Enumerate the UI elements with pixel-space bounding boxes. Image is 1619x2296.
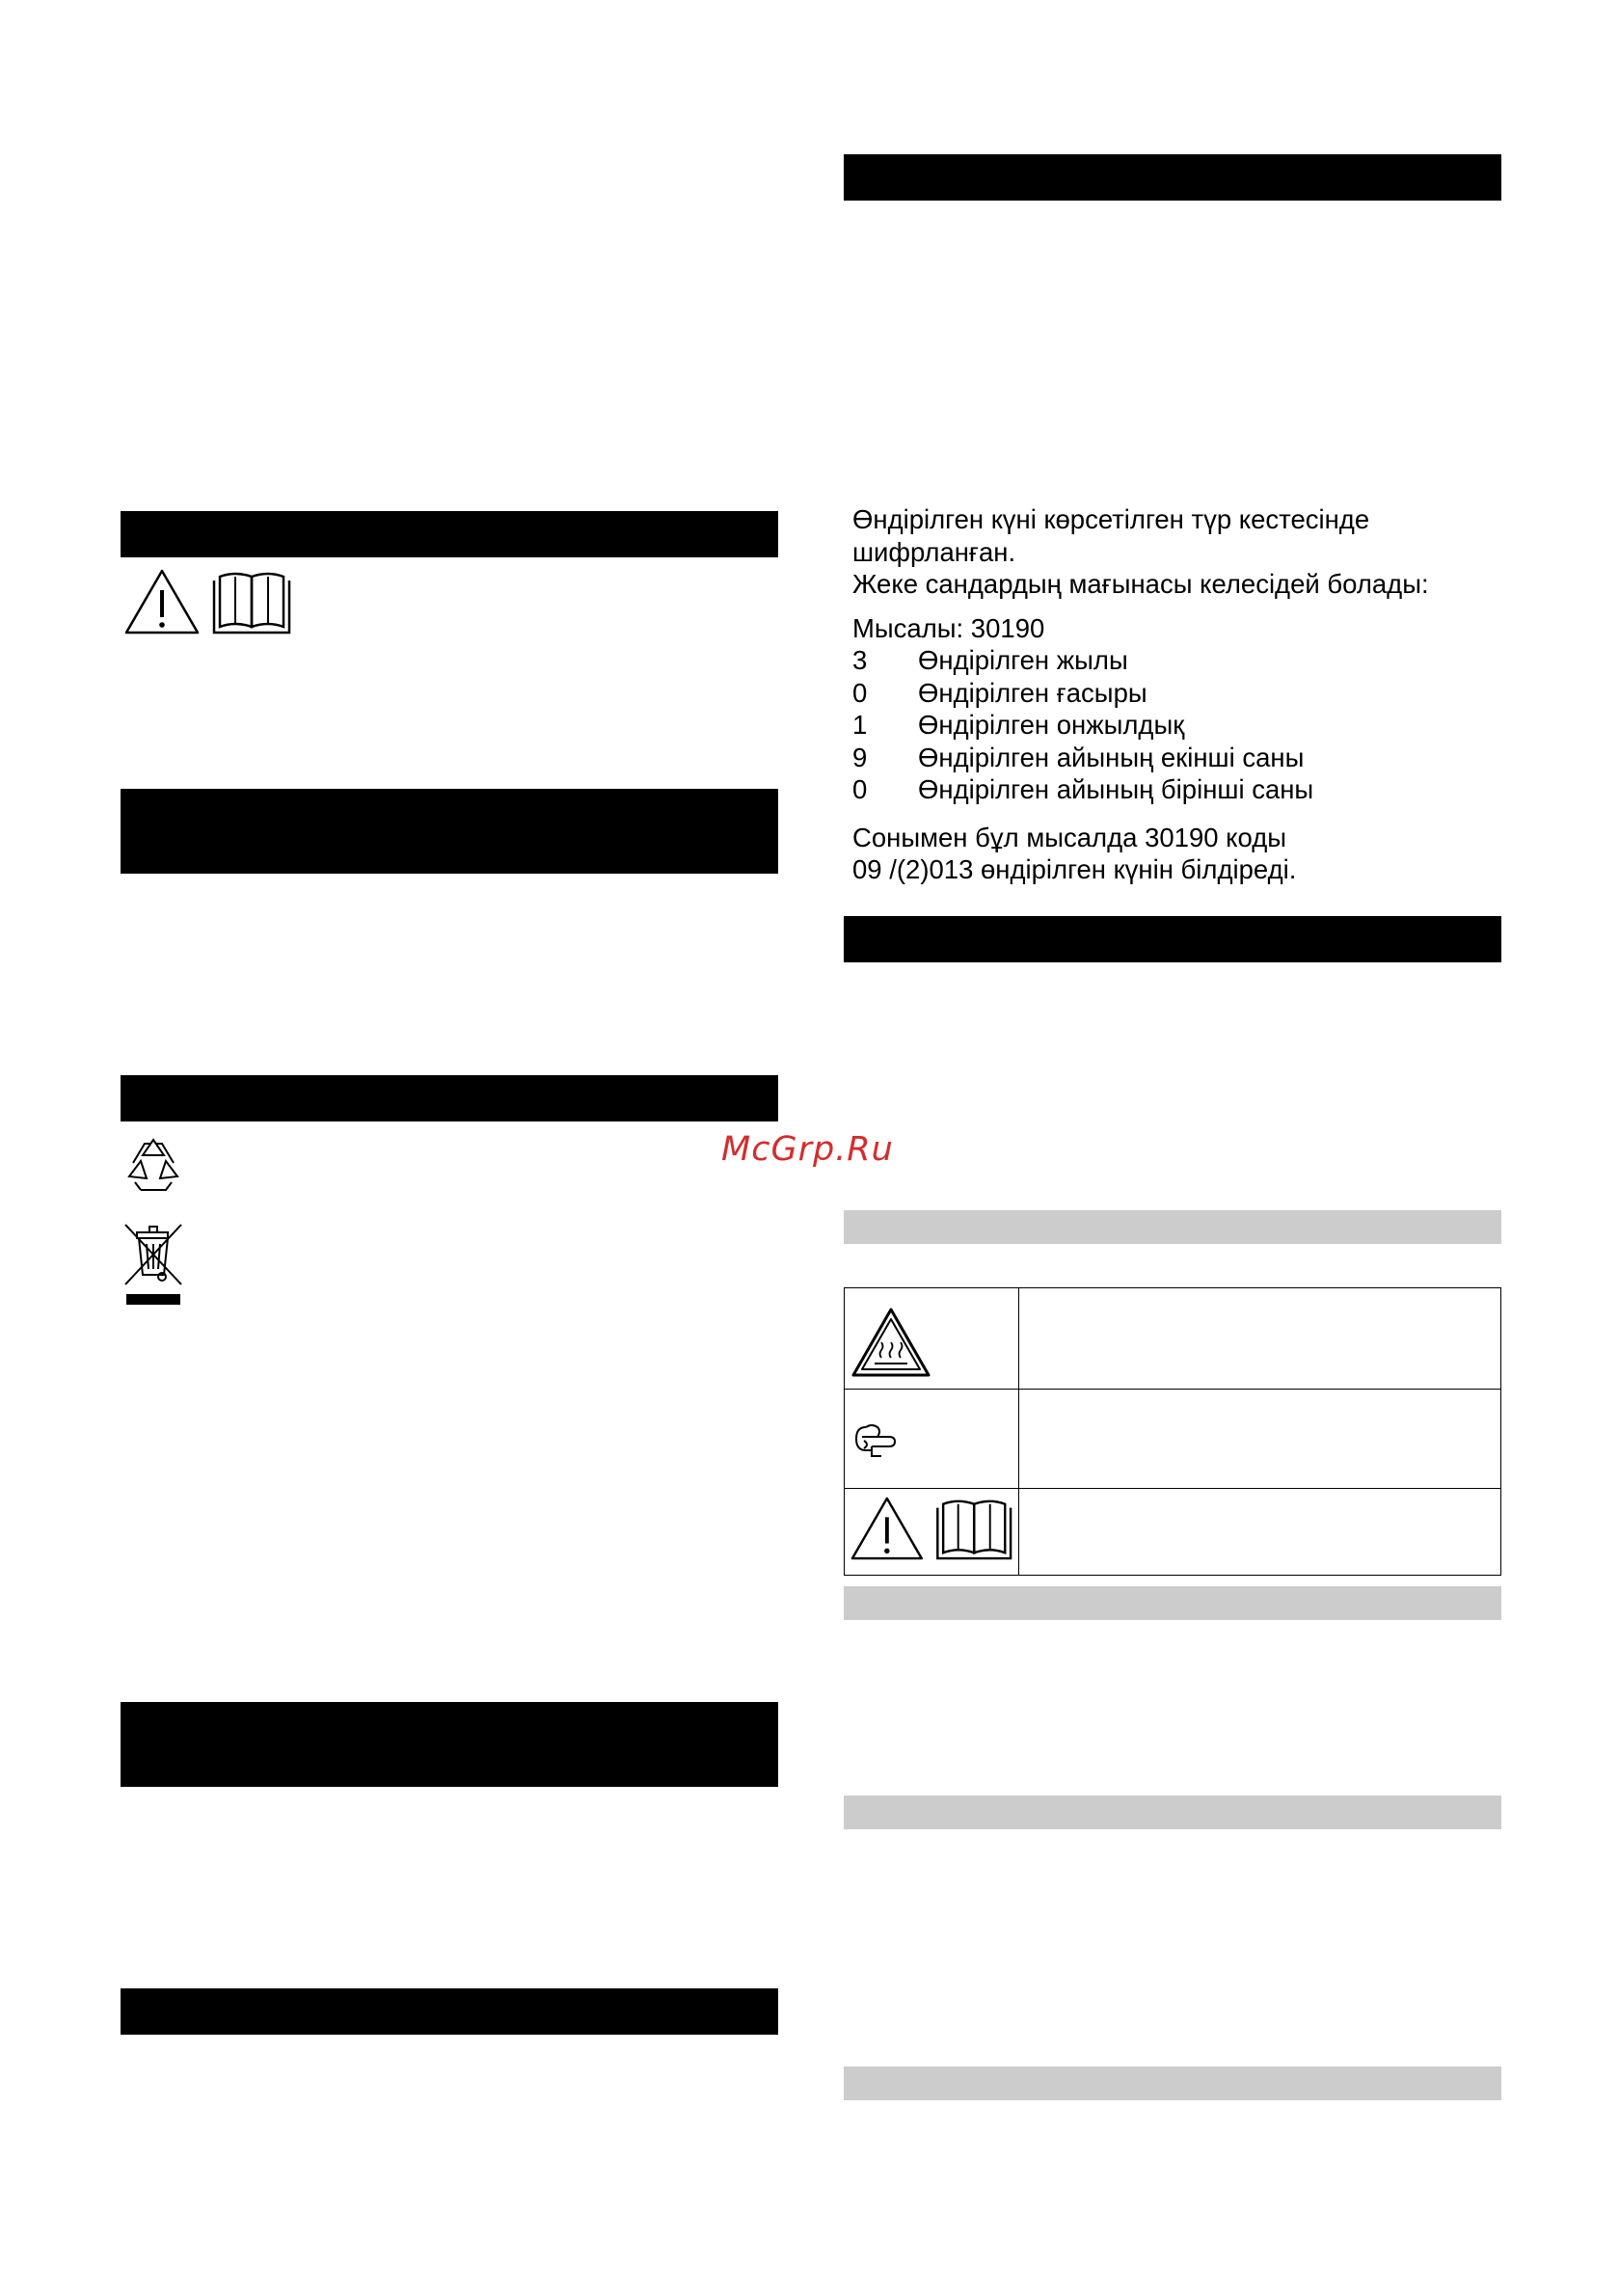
code-digit: 0 [852, 677, 868, 708]
example-label: Мысалы: 30190 [852, 612, 1045, 643]
left-section-header-2 [121, 789, 778, 874]
hot-surface-warning-icon [850, 1306, 932, 1384]
code-row [852, 677, 1508, 710]
conclusion-line-1: Сонымен бұл мысалда 30190 коды [852, 822, 1287, 852]
left-section-header-1 [121, 511, 778, 557]
watermark: McGrp.Ru [721, 1130, 894, 1169]
left-section-header-4 [121, 1702, 778, 1787]
conclusion-line-2: 09 /(2)013 өндірілген күнін білдіреді. [852, 854, 1297, 884]
right-subheader-4 [844, 2066, 1501, 2100]
warning-manual-icon [850, 1494, 1013, 1568]
steam-hand-icon [852, 1419, 901, 1469]
code-digit: 3 [852, 645, 868, 675]
warning-manual-icon [123, 567, 292, 641]
crossed-out-wheelie-bin-icon [123, 1223, 183, 1314]
left-section-header-3 [121, 1075, 778, 1121]
code-row [852, 644, 1508, 677]
code-meaning: Өндірілген айының екінші саны [918, 742, 1305, 772]
left-section-header-5 [121, 1988, 778, 2035]
symbols-table [844, 1287, 1501, 1576]
manufacture-date-description [852, 503, 1508, 886]
code-row [852, 773, 1508, 806]
code-meaning: Өндірілген айының бірінші саны [918, 774, 1314, 804]
code-meaning: Өндірілген жылы [918, 645, 1128, 675]
code-row [852, 709, 1508, 742]
warning-triangle-icon [852, 1499, 922, 1558]
code-meaning: Өндірілген онжылдық [918, 710, 1185, 740]
code-digit: 9 [852, 742, 868, 772]
code-digit: 1 [852, 710, 868, 740]
right-section-header-1 [844, 154, 1501, 201]
right-subheader-3 [844, 1796, 1501, 1829]
recycle-icon [121, 1136, 185, 1201]
right-subheader-2 [844, 1586, 1501, 1620]
manual-book-icon [937, 1501, 1011, 1558]
code-digit: 0 [852, 774, 868, 804]
intro-line-2: шифрланған. [852, 536, 1016, 567]
code-meaning: Өндірілген ғасыры [918, 677, 1147, 708]
right-section-header-2 [844, 916, 1501, 962]
manual-book-icon [214, 574, 289, 633]
code-row [852, 742, 1508, 774]
intro-line-1: Өндірілген күні көрсетілген түр кестесінде [852, 504, 1370, 534]
warning-triangle-icon [126, 571, 198, 633]
right-subheader-1 [844, 1210, 1501, 1244]
intro-line-3: Жеке сандардың мағынасы келесідей болады: [852, 569, 1429, 599]
